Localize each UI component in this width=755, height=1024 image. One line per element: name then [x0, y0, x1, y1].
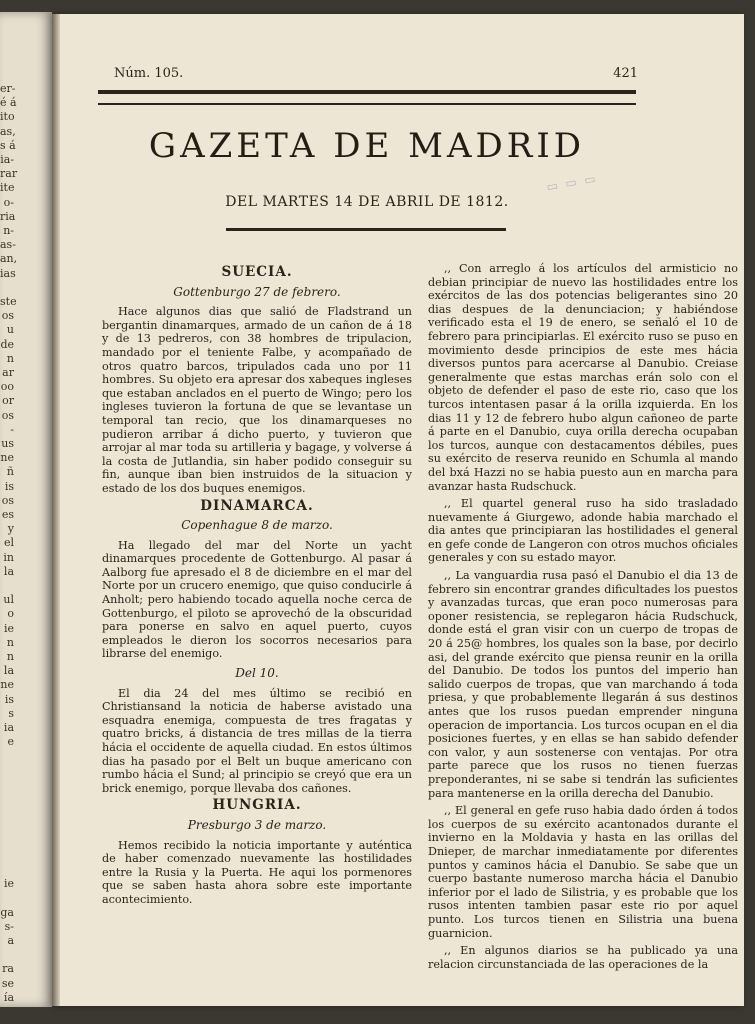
left-page-text-fragment: or: [2, 394, 14, 408]
left-page-text-fragment: in: [3, 550, 14, 564]
dateline-presburgo: Presburgo 3 de marzo.: [187, 817, 327, 832]
left-page-text-fragment: n-: [3, 224, 14, 237]
left-page-text-fragment: es: [1, 508, 14, 521]
left-page-text-fragment: a: [7, 934, 14, 947]
left-page-text-fragment: as-: [0, 238, 16, 252]
left-page-text-fragment: y: [7, 522, 14, 536]
left-page-text-fragment: la: [3, 664, 14, 678]
left-page-text-fragment: n: [6, 351, 14, 365]
left-page-text-fragment: de: [0, 337, 14, 351]
article-paragraph: ,, En algunos diarios se ha publicado ya una relacion circunstanciada de las operaciones de la: [428, 944, 738, 971]
left-page-text-fragment: o-: [3, 195, 14, 209]
left-page-text-fragment: ul: [3, 593, 14, 607]
left-page-text-fragment: oo: [0, 380, 14, 394]
left-page-text-fragment: ne: [0, 678, 14, 692]
header-rule: [98, 90, 636, 105]
left-page-text-fragment: ria: [0, 209, 16, 223]
dateline-gottenburgo: Gottenburgo 27 de febrero.: [173, 284, 341, 299]
section-heading-hungria: HUNGRIA.: [212, 797, 302, 814]
page-gutter: [52, 14, 60, 1006]
left-page-text-fragment: as,: [0, 124, 16, 138]
left-page-text-fragment: os: [1, 493, 14, 507]
left-page-text-fragment: ie: [3, 621, 14, 635]
left-page-text-fragment: an,: [0, 252, 18, 266]
left-page-text-fragment: ia: [3, 721, 14, 734]
left-page-text-fragment: ga: [0, 905, 14, 919]
left-page-text-fragment: n: [6, 650, 14, 663]
left-page-text-fragment: n: [6, 635, 14, 649]
article-paragraph: Hace algunos dias que salió de Fladstrand un bergantin dinamarques, armado de un cañon de á 18 y de 13 pedreros, con 38 hombres de tripulacion, mandado por el teniente Falbe, y acompañado de otros quatro barcos, tripulados cada uno por 11 hombres. Su objeto era apresar dos xabeques ingleses que estaban anclados en el puerto de Wingo; pero los ingleses tuvieron la fortuna de que se levantase un temporal tan recio, que los dinamarqueses no pudieron arribar á dicho puerto, y tuvieron que arrojar al mar toda su artilleria y bagage, y volverse á la costa de Jutlandia, sin haber podido conseguir su fin, aunque iban bien instruidos de la situacion y estado de los dos buques enemigos.: [102, 305, 412, 495]
section-heading-suecia: SUECIA.: [221, 264, 293, 280]
left-page-text-fragment: ste: [0, 295, 17, 308]
left-page-text-fragment: -: [10, 422, 14, 436]
page-header: [114, 66, 638, 86]
right-column: [428, 262, 738, 975]
issue-date: DEL MARTES 14 DE ABRIL DE 1812.: [225, 194, 509, 210]
masthead-title: GAZETA DE MADRID: [148, 126, 586, 166]
section-heading-dinamarca: DINAMARCA.: [200, 497, 314, 514]
article-paragraph: El dia 24 del mes último se recibió en Christiansand la noticia de haberse avistado una esquadra enemiga, compuesta de tres fragatas y quatro bricks, á distancia de tres millas de la tierra hácia el occidente de aquella ciudad. En estos últimos dias ha pasado por el Belt un buque americano con rumbo hácia el Sund; al principio se creyó que era un brick enemigo, porque llevaba dos cañones.: [102, 686, 412, 795]
left-page-text-fragment: ite: [0, 181, 15, 195]
date-rule: [226, 228, 506, 231]
left-page-text-fragment: rar: [0, 167, 18, 181]
left-page-text-fragment: o: [7, 607, 14, 621]
left-page-text-fragment: s: [8, 706, 14, 720]
left-page-text-fragment: ie: [3, 877, 14, 891]
left-page-text-fragment: se: [1, 976, 14, 990]
left-page-text-fragment: ñ: [6, 465, 14, 479]
left-page-text-fragment: is: [4, 479, 14, 493]
library-stamp: ▭ ▭ ▭: [545, 171, 599, 194]
article-paragraph: ,, Con arreglo á los artículos del armisticio no debian principiar de nuevo las hostilidades entre los exércitos de las dos potencias beligerantes sino 20 dias despues de la denunciacion; y habiéndose verificado esta el 19 de enero, se señaló el 10 de febrero para principiarlas. El exército ruso se puso en movimiento desde principios de este mes hácia diversos puntos para acercarse al Danubio. Creiase generalmente que estas marchas erán solo con el objeto de defender el paso de este rio, caso que los turcos intentasen pasar á la orilla izquierda. En los dias 11 y 12 de febrero hubo algun cañoneo de parte á parte en el Danubio, cuya orilla derecha ocupaban los turcos, aunque con destacamentos débiles, pues su exército de reserva reunido en Schumla al mando del bxá Hazzi no se habia puesto aun en marcha para avanzar hasta Rudschuck.: [428, 262, 738, 493]
page-number: 421: [613, 66, 638, 81]
left-page-text-fragment: ia-: [0, 153, 14, 166]
article-paragraph: ,, El quartel general ruso ha sido trasladado nuevamente á Giurgewo, adonde habia marchado el dia antes que principiaran las hostilidades el general en gefe conde de Langeron con otros muchos oficiales generales y con su estado mayor.: [428, 497, 738, 565]
left-page-text-fragment: la: [3, 564, 14, 578]
left-page-text-fragment: ar: [2, 366, 14, 379]
left-page-text-fragment: s á: [0, 138, 16, 152]
left-page-text-fragment: ne: [0, 451, 14, 465]
newspaper-page: [54, 14, 744, 1006]
left-page-text-fragment: el: [3, 536, 14, 550]
article-paragraph: Hemos recibido la noticia importante y auténtica de haber comenzado nuevamente las hostilidades entre la Rusia y la Puerta. He aqui los pormenores que se saben hasta ahora sobre este importante acontecimiento.: [102, 838, 412, 906]
left-page-text-fragment: os: [1, 309, 14, 323]
left-page-text-fragment: os: [1, 408, 14, 422]
article-paragraph: ,, La vanguardia rusa pasó el Danubio el dia 13 de febrero sin encontrar grandes dificultades los puestos y avanzadas turcas, que eran poco numerosas para oponer resistencia, se replegaron hácia Rudschuck, donde está el gran visir con un cuerpo de tropas de 20 á 25@ hombres, los quales son la base, por decirlo asi, del grande exército que piensa reunir en la orilla del Danubio. De todos los puntos del imperio han salido cuerpos de tropas, que van marchando á toda priesa, y que probablemente llegarán á sus destinos antes que los rusos puedan emprender ninguna operacion de importancia. Los turcos ocupan en el dia posiciones fuertes, y en ellas se han sabido defender con valor, y aun sostenerse con ventajas. Por otra parte parece que los rusos no tienen fuerzas preponderantes, ni se sabe si tendrán las suficientes para mantenerse en la orilla derecha del Danubio.: [428, 569, 738, 800]
left-page-text-fragment: ía: [3, 990, 14, 1004]
dateline-del-10: Del 10.: [235, 666, 279, 681]
left-page-text-fragment: us: [1, 437, 14, 450]
left-facing-page: [0, 12, 52, 1007]
left-page-text-fragment: is: [4, 692, 14, 706]
left-page-text-fragment: ias: [0, 266, 16, 280]
left-page-text-fragment: er-: [0, 82, 16, 95]
left-page-text-fragment: é á: [0, 96, 17, 110]
left-column: [102, 262, 412, 911]
dateline-copenhague: Copenhague 8 de marzo.: [181, 518, 333, 533]
left-page-text-fragment: ito: [0, 110, 15, 124]
left-page-text-fragment: u: [6, 323, 14, 337]
left-page-text-fragment: s-: [4, 919, 14, 933]
article-paragraph: ,, El general en gefe ruso habia dado órden á todos los cuerpos de su exército acantonados durante el invierno en la Moldavia y hasta en las orillas del Dnieper, de marchar inmediatamente por diferentes puntos y caminos hácia el Danubio. Se sabe que un cuerpo bastante numeroso marcha hácia el Danubio inferior por el lado de Silistria, y es probable que los rusos intenten tambien pasar este rio por aquel punto. Los turcos tienen en Silistria una buena guarnicion.: [428, 804, 738, 940]
left-page-text-fragment: ra: [2, 962, 14, 976]
article-paragraph: Ha llegado del mar del Norte un yacht dinamarques procedente de Gottenburgo. Al pasar á Aalborg fue apresado el 8 de diciembre en el mar del Norte por un crucero enemigo, que quiso conducirle á Anholt; pero habiendo tocado aquella noche cerca de Gottenburgo, el piloto se aprovechó de la obscuridad para ponerse en salvo en aquel puerto, cuyos empleados le dieron los socorros necesarios para librarse del enemigo.: [102, 538, 412, 661]
left-page-text-fragment: e: [7, 735, 14, 749]
issue-number: Núm. 105.: [114, 66, 184, 81]
